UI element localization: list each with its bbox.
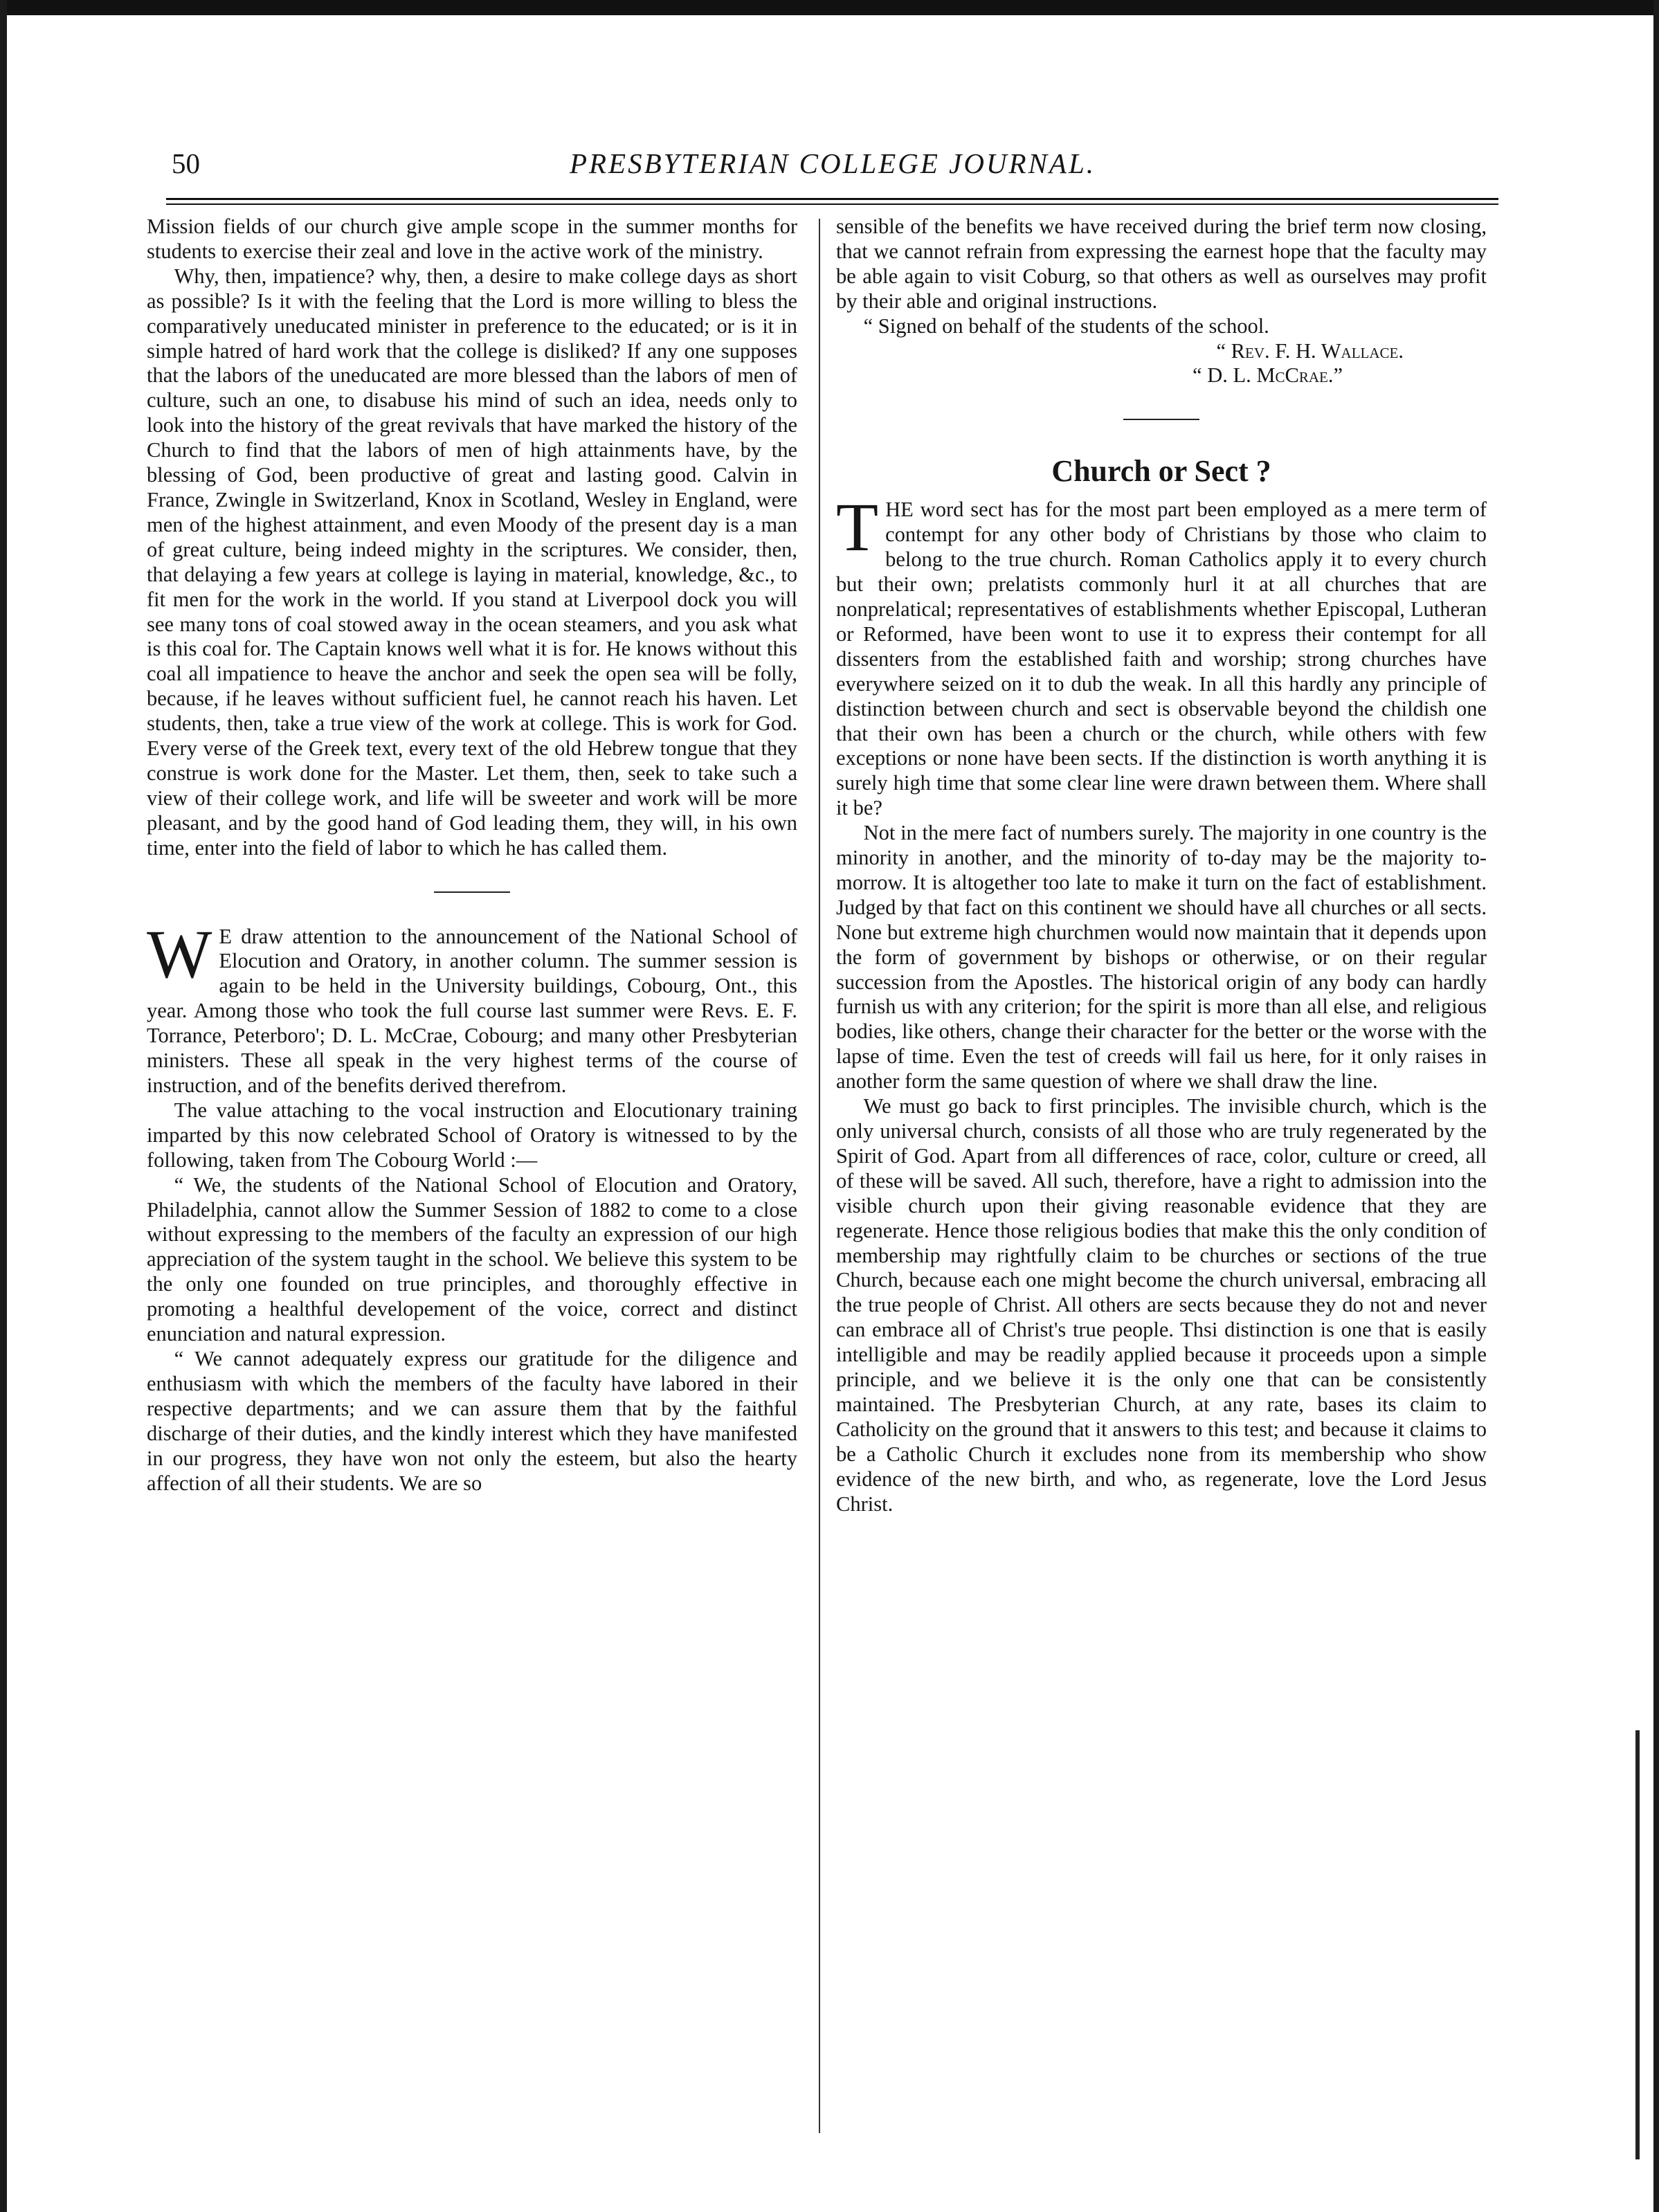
section-separator (434, 891, 510, 893)
drop-cap: T (836, 489, 879, 566)
column-divider (819, 219, 820, 2133)
article-paragraph (836, 489, 1487, 821)
paragraph: sensible of the benefits we have received during the brief term now closing, that we cannot refrain from expressing the earnest hope that the faculty may be able again to visit Coburg, so that others as well as ourselves may profit by their able and original instructions. (836, 215, 1487, 313)
signature: “ D. L. McCrae.” (1193, 363, 1343, 388)
header-rule-double (166, 203, 1498, 205)
paragraph: We must go back to first principles. The invisible church, which is the only universal church, consists of all those who are truly regenerated by the Spirit of God. Apart from all differences of race, color, culture or creed, all of these will be saved. All such, therefore, have a right to admission into the visible church upon their giving reasonable evidence that they are regenerate. Hence those religious bodies that make this the only condition of membership may rightfully claim to be churches or sections of the true Church, because each one might become the church universal, embracing all the true people of Christ. All others are sects because they do not and never can embrace all of Christ's true people. Thsi distinction is one that is easily intelligible and may be readily applied because it proceeds upon a simple principle, and we believe it is the only one that can be consistently maintained. The Presbyterian Church, at any rate, bases its claim to Catholicity on the ground that it answers to this test; and because it claims to be a Catholic Church it excludes none from its membership who show evidence of the new birth, and who, as regenerate, love the Lord Jesus Christ. (836, 1094, 1487, 1516)
paragraph: “ Signed on behalf of the students of the school. (863, 314, 1269, 338)
paragraph: “ We, the students of the National School of Elocution and Oratory, Philadelphia, cannot allow the Summer Session of 1882 to come to a close without expressing to the members of the faculty an expression of our high appreciation of the system taught in the school. We believe this system to be the only one founded on true principles, and thoroughly effective in promoting a healthful developement of the voice, correct and distinct enunciation and natural expression. (147, 1172, 797, 1346)
section-separator (1123, 419, 1199, 420)
page-number: 50 (172, 147, 200, 179)
left-column (147, 215, 797, 2139)
notice-text: E draw attention to the announcement of the National School of Elocution and Oratory, in another column. The summer session is again to be held in the University buildings, Cobourg, Ont., this year. Among those who took the full course last summer were Revs. E. F. Torrance, Peterboro'; D. L. McCrae, Cobourg; and many other Presbyterian ministers. These all speak in the very highest terms of the course of instruction, and of the benefits derived therefrom. (147, 924, 797, 1097)
scan-right-border (1653, 0, 1659, 2212)
paragraph: Why, then, impatience? why, then, a desire to make college days as short as possible? Is it with the feeling that the Lord is more willing to bless the comparatively uneducated minister in preference to the educated; or is it in simple hatred of hard work that the college is disliked? If any one supposes that the labors of the uneducated are more blessed than the labors of men of culture, such an one, to disabuse his mind of such an idea, needs only to look into the history of the great revivals that have marked the history of the Church to find that the labors of men of high attainments have, by the blessing of God, been productive of great and lasting good. Calvin in France, Zwingle in Switzerland, Knox in Scotland, Wesley in England, were men of the highest attainment, and even Moody of the present day is a man of great culture, being indeed mighty in the scriptures. We consider, then, that delaying a few years at college is laying in material, knowledge, &c., to fit men for the work in the world. If you stand at Liverpool dock you will see many tons of coal stowed away in the ocean steamers, and you ask what is this coal for. The Captain knows well what it is for. He knows without this coal all impatience to heave the anchor and seek the open sea will be folly, because, if he leaves without sufficient fuel, he cannot reach his haven. Let students, then, take a true view of the work at college. This is work for God. Every verse of the Greek text, every text of the old Hebrew tongue that they construe is work done for the Master. Let them, then, seek to take such a view of their college work, and life will be sweeter and work will be more pleasant, and by the good hand of God leading them, they will, in his own time, enter into the field of labor to which he has called them. (147, 264, 797, 860)
drop-cap: W (147, 915, 212, 992)
paragraph: “ We cannot adequately express our gratitude for the diligence and enthusiasm with which the members of the faculty have labored in their respective departments; and we can assure them that by the faithful discharge of their duties, and the kindly interest which they have manifested in our progress, they have won not only the esteem, but also the hearty affection of all their students. We are so (147, 1346, 797, 1495)
scan-top-border (0, 0, 1659, 15)
scan-left-border (0, 0, 7, 2212)
article-title: Church or Sect ? (1051, 454, 1271, 489)
scan-margin-mark (1635, 1730, 1640, 2159)
notice-paragraph (147, 915, 797, 1098)
header-rule (166, 198, 1498, 200)
paragraph: The value attaching to the vocal instruction and Elocutionary training imparted by this now celebrated School of Oratory is witnessed to by the following, taken from The Cobourg World :— (147, 1098, 797, 1172)
article-text: HE word sect has for the most part been employed as a mere term of contempt for any other body of Christians by those who claim to belong to the true church. Roman Catholics apply it to every church but their own; prelatists commonly hurl it at all churches that are nonprelatical; representatives of establishments whether Episcopal, Lutheran or Reformed, have been wont to use it to express their contempt for all dissenters from the established faith and worship; strong churches have everywhere seized on it to dub the weak. In all this hardly any principle of distinction between church and sect is observable beyond the childish one that their own has been a church or the church, while others with few exceptions or none have been sects. If the distinction is worth anything it is surely high time that some clear line were drawn between them. Where shall it be? (836, 498, 1487, 820)
journal-title: PRESBYTERIAN COLLEGE JOURNAL. (569, 147, 1096, 179)
right-column (836, 215, 1487, 2139)
paragraph: Mission fields of our church give ample scope in the summer months for students to exercise their zeal and love in the active work of the ministry. (147, 215, 797, 263)
paragraph: Not in the mere fact of numbers surely. The majority in one country is the minority in another, and the minority of to-day may be the majority to-morrow. It is altogether too late to make it turn on the fact of establishment. Judged by that fact on this continent we should have all churches or all sects. None but extreme high churchmen would now maintain that it depends upon the form of government by bishops or otherwise, or on their regular succession from the Apostles. The historical origin of any body can hardly furnish us with any criterion; for the spirit is more than all else, and religious bodies, like others, change their character for the better or the worse with the lapse of time. Even the test of creeds will fail us here, for it only raises in another form the same question of where we shall draw the line. (836, 821, 1487, 1094)
signature: “ Rev. F. H. Wallace. (1216, 338, 1404, 363)
page-header (172, 147, 1494, 188)
